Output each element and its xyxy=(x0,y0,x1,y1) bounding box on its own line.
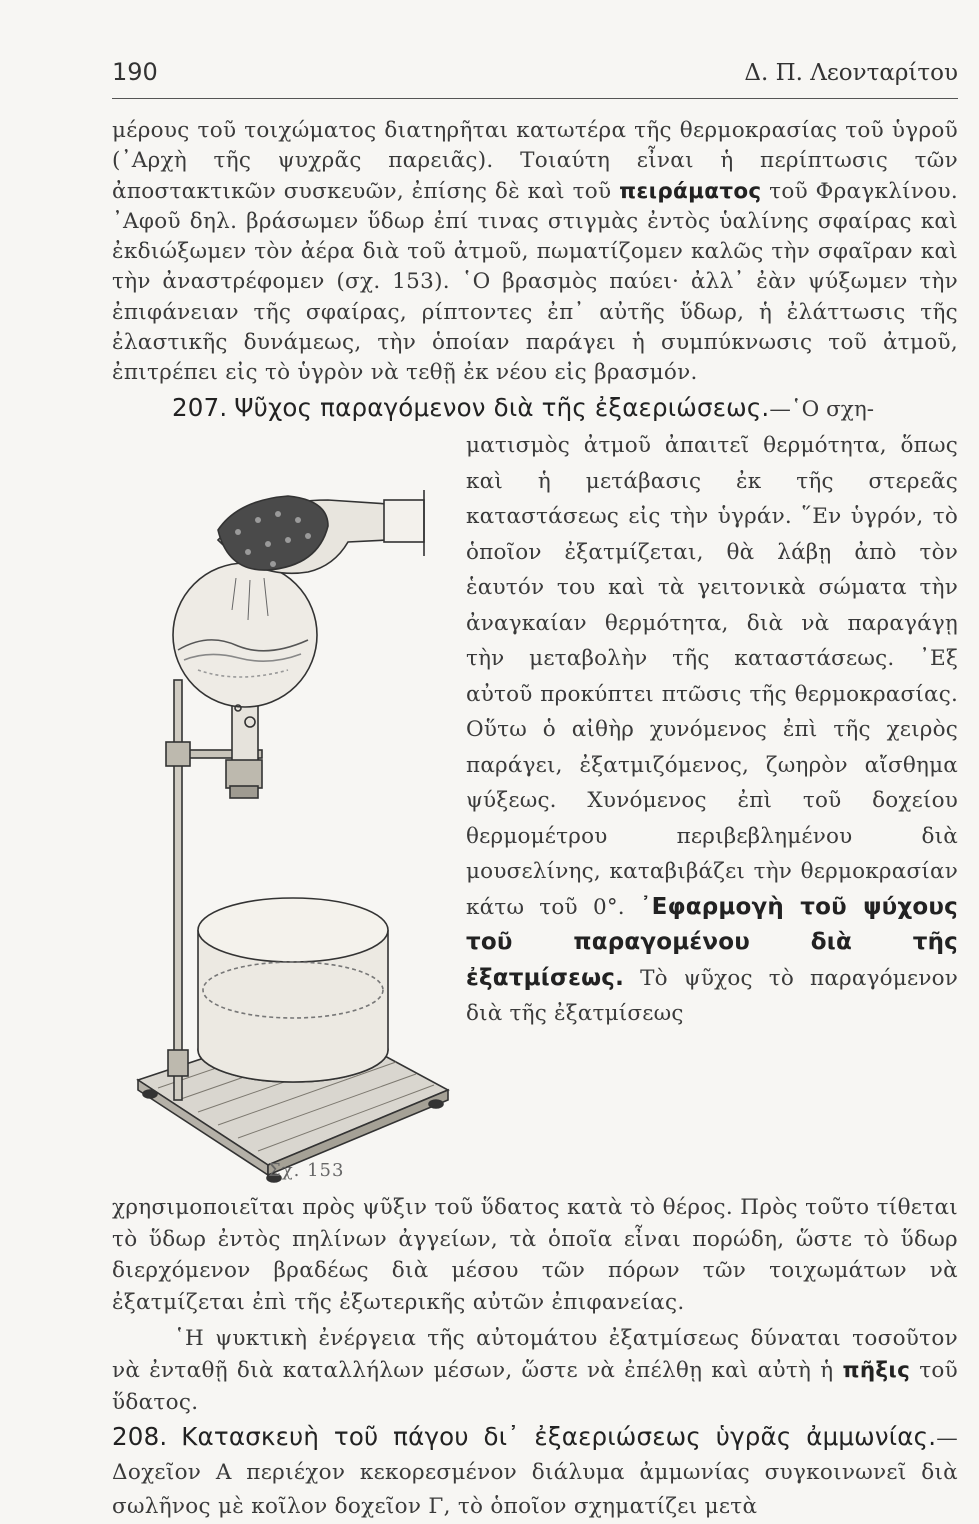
section-text: ματισμὸς ἀτμοῦ ἀπαιτεῖ θερμότητα, ὅπως καὶ ἡ μετάβασις ἐκ τῆς στερεᾶς καταστάσεως εἰς τὴν ὑγράν. ῞Εν ὑγρόν, τὸ ὁποῖον ἐξατμίζεται, θὰ λάβῃ ἀπὸ τὸν ἑαυτόν του καὶ τὰ γειτονικὰ σώματα τὴν ἀναγκαίαν θερμότητα, διὰ νὰ παραγάγῃ τὴν μεταβολὴν τῆς καταστάσεως. ᾿Εξ αὐτοῦ προκύπτει πτῶσις τῆς θερμοκρασίας. Οὕτω ὁ αἰθὴρ χυνόμενος ἐπὶ τῆς χειρὸς παράγει, ἐξατμιζόμενος, ζωηρὸν αἴσθημα ψύξεως. Χυνόμενος ἐπὶ τοῦ δοχείου θερμομέτρου περιβεβλημένου διὰ μουσελίνης, καταβιβάζει τὴν θερμοκρασίαν κάτω τοῦ 0°. xyxy=(466,433,958,920)
page-header xyxy=(112,58,958,99)
section-text: —Δοχεῖον Α περιέχον κεκορεσμένον διάλυμα ἀμμωνίας συγκοινωνεῖ διὰ σωλῆνος μὲ κοῖλον δοχεῖον Γ, τὸ ὁποῖον σχηματίζει μετὰ xyxy=(112,1426,958,1519)
bold-term: πειράματος xyxy=(619,178,762,204)
note-paragraph xyxy=(112,1323,958,1419)
section-208 xyxy=(112,1420,958,1524)
section-207-column xyxy=(466,428,958,1032)
paragraph-continued xyxy=(112,116,958,389)
bold-term: πῆξις xyxy=(842,1358,911,1383)
section-207-heading-line xyxy=(172,392,958,426)
application-text: Τὸ ψῦχος τὸ παραγόμενον διὰ τῆς ἐξατμίσεως xyxy=(466,965,958,1026)
flask-bulb xyxy=(173,563,317,707)
page-number: 190 xyxy=(112,58,158,86)
note-text: ῾Η ψυκτικὴ ἐνέργεια τῆς αὐτομάτου ἐξατμίσεως δύναται τοσοῦτον νὰ ἐνταθῇ διὰ καταλλήλων μέσων, ὥστε νὰ ἐπέλθῃ καὶ αὐτὴ ἡ xyxy=(112,1326,958,1383)
application-text: χρησιμοποιεῖται πρὸς ψῦξιν τοῦ ὕδατος κατὰ τὸ θέρος. Πρὸς τοῦτο τίθεται τὸ ὕδωρ ἐντὸς πηλίνων ἀγγείων, τὰ ὁποῖα εἶναι πορώδη, ὥστε τὸ ὕδωρ διερχόμενον βραδέως διὰ μέσου τῶν πόρων τῶν τοιχωμάτων νὰ ἐξατμίζεται ἐπὶ τῆς ἐξωτερικῆς αὐτῶν ἐπιφανείας. xyxy=(112,1195,958,1315)
note-text: τοῦ ὕδατος. xyxy=(112,1358,959,1415)
section-number: 207. xyxy=(172,393,228,422)
paragraph-text: μέρους τοῦ τοιχώματος διατηρῆται κατωτέρα τῆς θερμοκρασίας τοῦ ὑγροῦ (᾿Αρχὴ τῆς ψυχρᾶς παρειᾶς). Τοιαύτη εἶναι ἡ περίπτωσις τῶν ἀποστακτικῶν συσκευῶν, ἐπίσης δὲ καὶ τοῦ xyxy=(112,118,958,204)
paragraph-text: τοῦ Φραγκλίνου. ᾿Αφοῦ δηλ. βράσωμεν ὕδωρ ἐπί τινας στιγμὰς ἐντὸς ὑαλίνης σφαίρας καὶ ἐκδιώξωμεν τὸν ἀέρα διὰ τοῦ ἀτμοῦ, πωματίζομεν καλῶς τὴν σφαῖραν καὶ τὴν ἀναστρέφομεν (σχ. 153). ῾Ο βρασμὸς παύει· ἀλλ᾿ ἐὰν ψύξωμεν τὴν ἐπιφάνειαν τῆς σφαίρας, ρίπτοντες ἐπ᾿ αὐτῆς ὕδωρ, ἡ ἐλάττωσις τῆς ἐλαστικῆς δυνάμεως, τὴν ὁποίαν παράγει ἡ συμπύκνωσις τοῦ ἀτμοῦ, ἐπιτρέπει εἰς τὸ ὑγρὸν νὰ τεθῇ ἐκ νέου εἰς βρασμόν. xyxy=(112,178,959,386)
application-heading: ᾿Εφαρμογὴ τοῦ ψύχους τοῦ παραγομένου διὰ τῆς ἐξατμίσεως. xyxy=(466,893,958,991)
figure-illustration xyxy=(118,460,463,1200)
section-title: Κατασκευὴ τοῦ πάγου δι᾿ ἐξαεριώσεως ὑγρᾶς ἀμμωνίας. xyxy=(181,1422,937,1451)
figure-caption: Σχ. 153 xyxy=(268,1160,345,1181)
application-paragraph xyxy=(112,1192,958,1318)
section-text: —῾Ο σχη- xyxy=(769,397,874,422)
running-head: Δ. Π. Λεονταρίτου xyxy=(744,60,958,86)
section-number: 208. xyxy=(112,1422,168,1451)
section-title: Ψῦχος παραγόμενον διὰ τῆς ἐξαεριώσεως. xyxy=(234,393,770,422)
